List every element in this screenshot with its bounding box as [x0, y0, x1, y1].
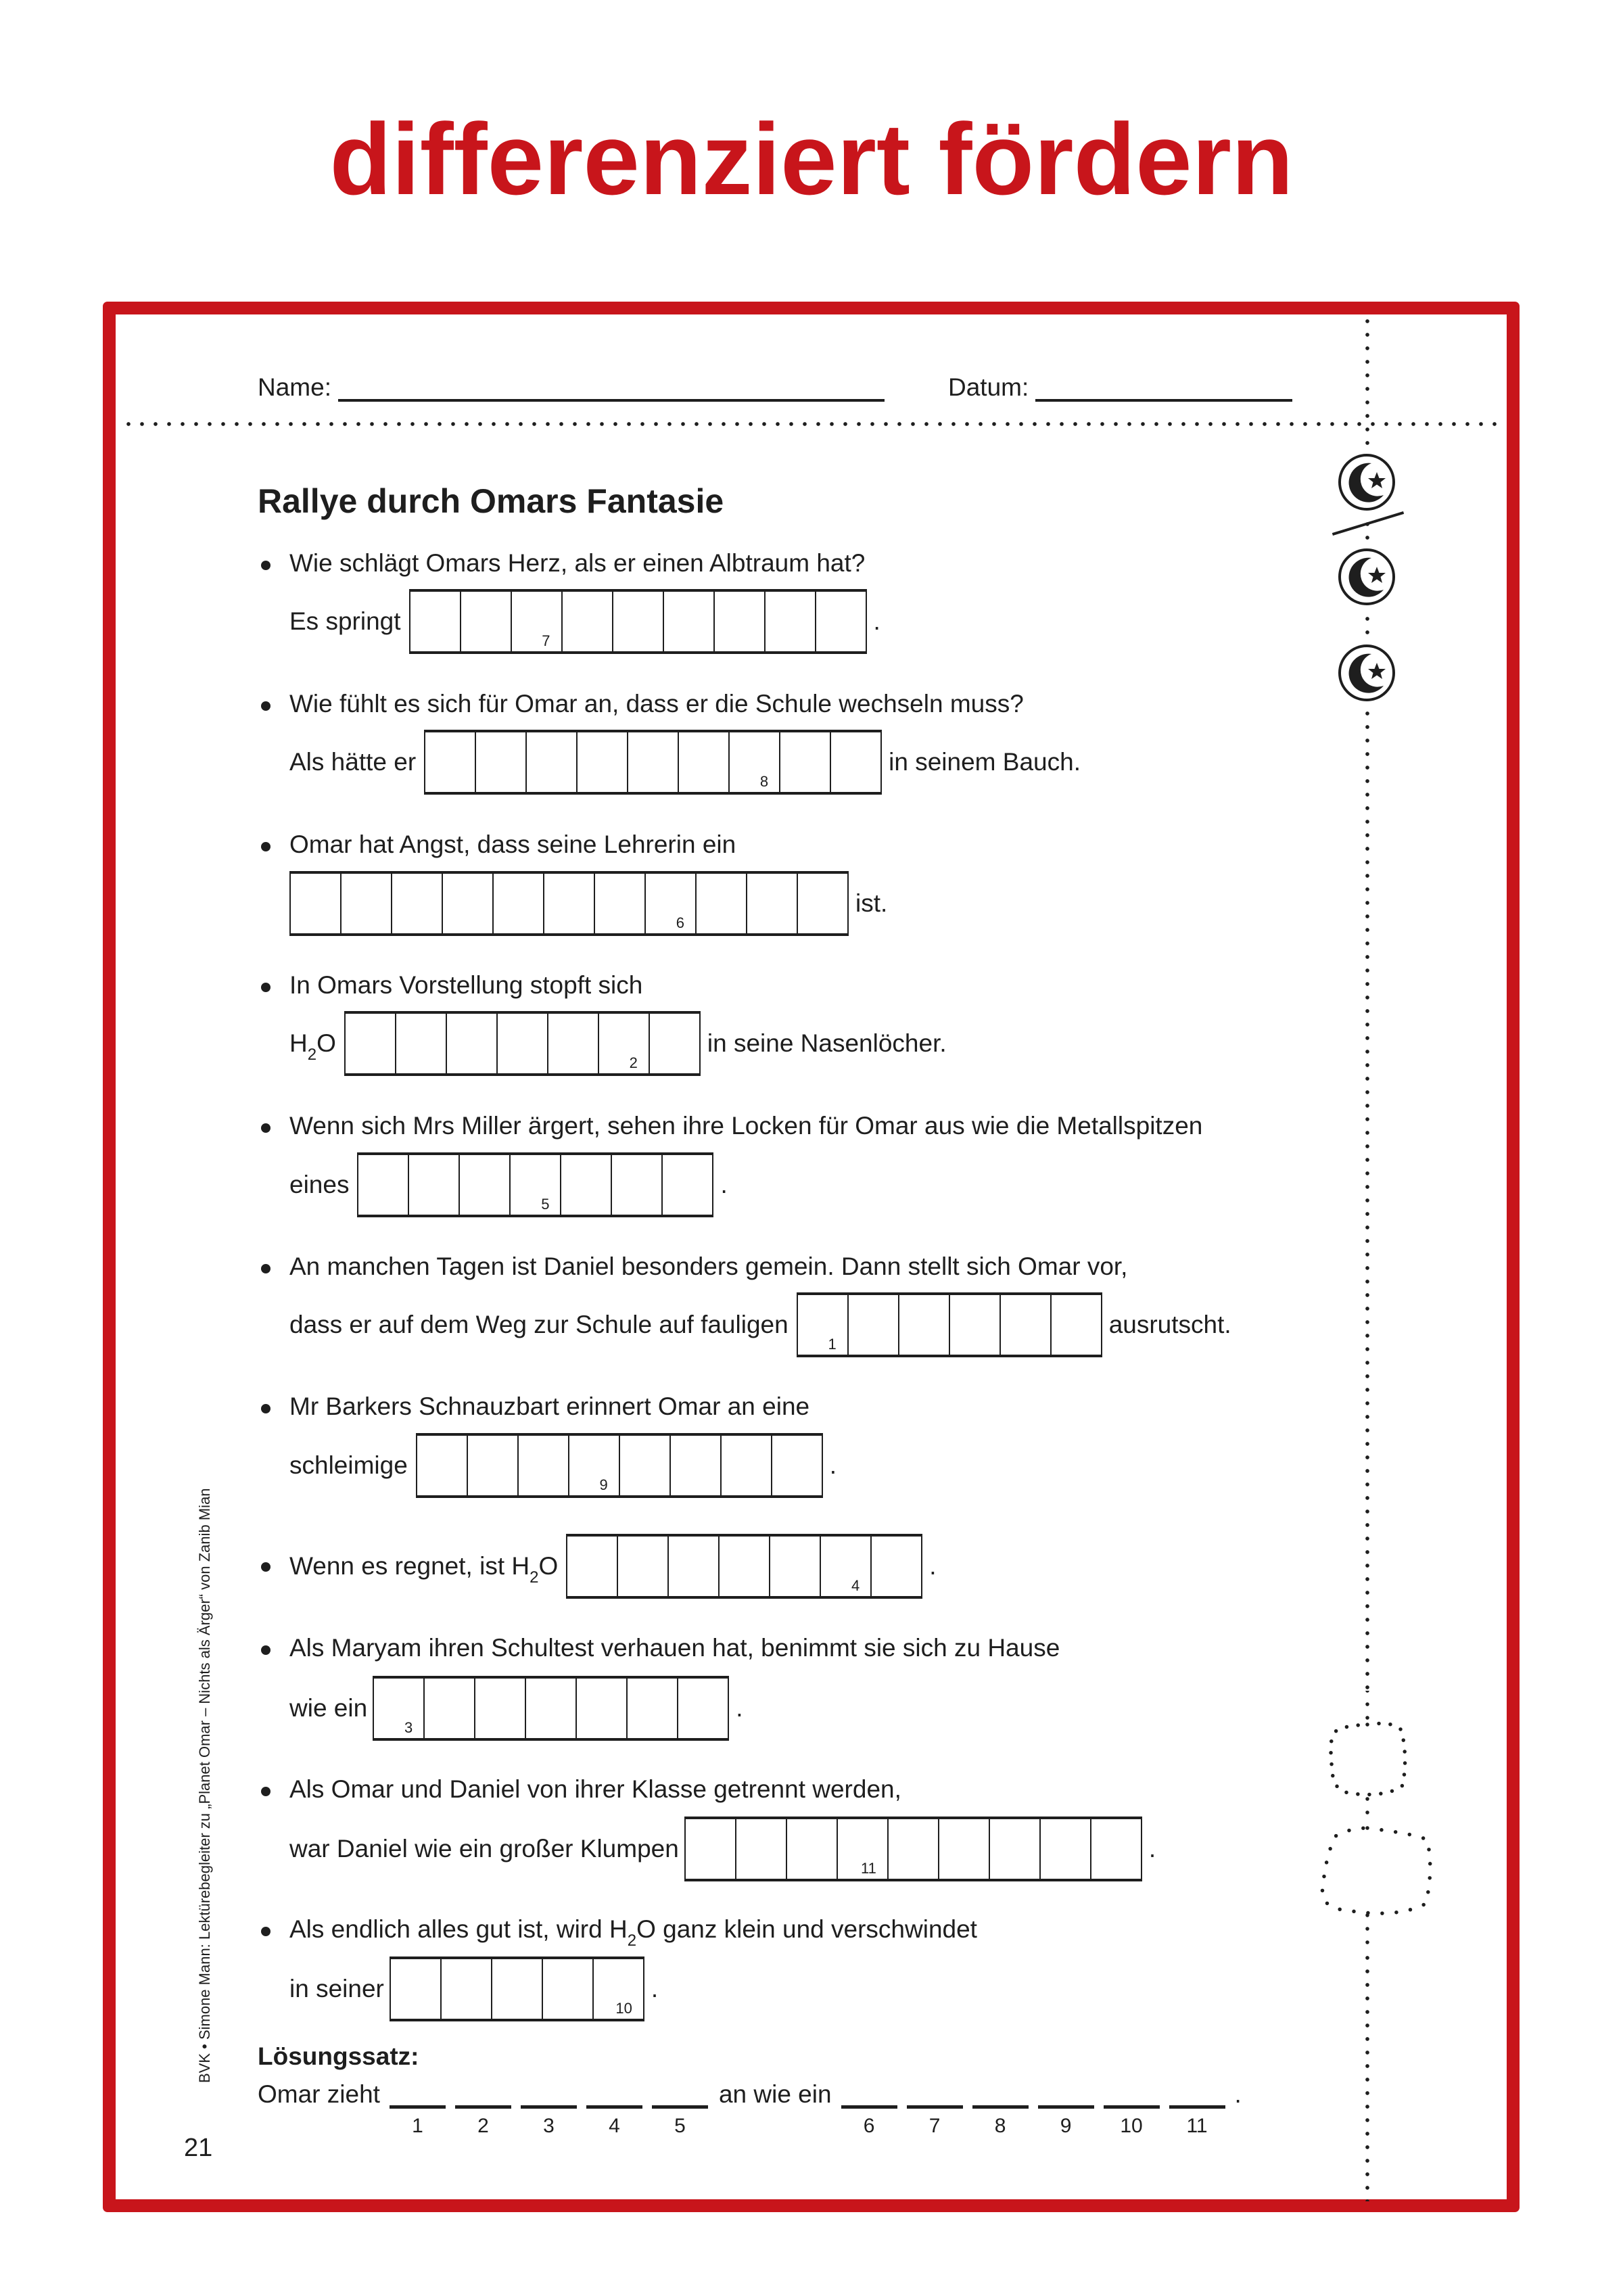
question-text: Als endlich alles gut ist, wird $H_2O$ ganz klein und verschwindet: [289, 1915, 977, 1950]
date-field[interactable]: [948, 373, 1292, 402]
letter-box[interactable]: [618, 1537, 669, 1596]
answer-row-11: [289, 1957, 658, 2021]
answer-suffix: .: [720, 1171, 728, 1198]
letter-box[interactable]: [838, 1819, 889, 1879]
letter-box[interactable]: [577, 1679, 628, 1738]
answer-suffix: .: [1148, 1835, 1156, 1862]
letter-box[interactable]: [612, 1155, 663, 1215]
letter-box[interactable]: [527, 732, 578, 792]
solution-index-number: 1: [828, 1336, 837, 1353]
solution-suffix: .: [1234, 2080, 1242, 2108]
letter-box[interactable]: [563, 592, 613, 651]
letter-box[interactable]: [686, 1819, 736, 1879]
answer-row-1: [289, 589, 880, 654]
solution-index-number: 4: [851, 1577, 860, 1594]
letter-box[interactable]: [780, 732, 831, 792]
letter-box[interactable]: [595, 874, 646, 933]
letter-box[interactable]: [671, 1436, 722, 1495]
question-text: Wie schlägt Omars Herz, als er einen Albtraum hat?: [289, 549, 866, 577]
answer-prefix: dass er auf dem Weg zur Schule auf fauligen: [289, 1311, 789, 1338]
solution-blank[interactable]: [652, 2099, 708, 2137]
answer-suffix: .: [651, 1975, 659, 2002]
solution-sentence: [258, 2080, 1242, 2137]
question-text: An manchen Tagen ist Daniel besonders gemein. Dann stellt sich Omar vor,: [289, 1252, 1128, 1280]
letter-boxes[interactable]: [424, 730, 882, 795]
solution-blank-number: 5: [674, 2115, 686, 2137]
letter-box[interactable]: [374, 1679, 425, 1738]
answer-row-3: [289, 871, 887, 936]
letter-boxes[interactable]: [684, 1817, 1142, 1881]
letter-box[interactable]: [543, 1959, 594, 2019]
solution-blank[interactable]: [841, 2099, 897, 2137]
copyright-credit: BVK • Simone Mann: Lektürebegleiter zu „Planet Omar – Nichts als Ärger“ von Zanib Mian: [196, 1488, 213, 2083]
solution-index-number: 6: [676, 914, 684, 931]
letter-box[interactable]: [816, 592, 867, 651]
solution-prefix: Omar zieht: [258, 2080, 380, 2108]
letter-box[interactable]: [391, 1959, 442, 2019]
letter-box[interactable]: [526, 1679, 577, 1738]
solution-index-number: 9: [599, 1476, 608, 1493]
letter-box[interactable]: [442, 1959, 492, 2019]
name-label: Name:: [258, 373, 331, 401]
letter-box[interactable]: [1001, 1295, 1052, 1355]
letter-box[interactable]: [425, 732, 476, 792]
letter-box[interactable]: [291, 874, 342, 933]
letter-box[interactable]: [787, 1819, 838, 1879]
letter-box[interactable]: [511, 1155, 561, 1215]
letter-box[interactable]: [939, 1819, 990, 1879]
letter-box[interactable]: [425, 1679, 475, 1738]
solution-blank[interactable]: [1104, 2099, 1160, 2137]
letter-box[interactable]: [392, 874, 443, 933]
letter-box[interactable]: [628, 1679, 678, 1738]
solution-blank[interactable]: [455, 2099, 511, 2137]
answer-prefix: wie ein: [289, 1694, 368, 1722]
solution-index-number: 11: [860, 1860, 876, 1877]
letter-box[interactable]: [679, 732, 730, 792]
answer-row-9: [289, 1676, 743, 1741]
solution-blank[interactable]: [907, 2099, 963, 2137]
letter-box[interactable]: [358, 1155, 409, 1215]
letter-box[interactable]: [899, 1295, 950, 1355]
question-3: [258, 830, 736, 859]
letter-box[interactable]: [346, 1014, 396, 1073]
letter-box[interactable]: [519, 1436, 569, 1495]
answer-prefix: $H_2O$: [289, 1029, 336, 1064]
solution-index-number: 2: [629, 1054, 638, 1071]
letter-box[interactable]: [872, 1537, 922, 1596]
letter-box[interactable]: [447, 1014, 498, 1073]
letter-box[interactable]: [342, 874, 392, 933]
letter-box[interactable]: [650, 1014, 701, 1073]
solution-blank[interactable]: [1038, 2099, 1094, 2137]
question-7: [258, 1392, 809, 1421]
solution-blank-number: 9: [1060, 2115, 1072, 2137]
letter-box[interactable]: [646, 874, 697, 933]
crescent-star-icon: [1336, 642, 1397, 703]
letter-box[interactable]: [669, 1537, 720, 1596]
answer-row-7: [289, 1433, 837, 1498]
solution-blank[interactable]: [1169, 2099, 1225, 2137]
letter-box[interactable]: [720, 1537, 770, 1596]
letter-box[interactable]: [561, 1155, 612, 1215]
letter-box[interactable]: [475, 1679, 526, 1738]
letter-box[interactable]: [548, 1014, 599, 1073]
question-text: Mr Barkers Schnauzbart erinnert Omar an eine: [289, 1392, 810, 1420]
question-11: [258, 1915, 977, 1950]
answer-suffix: .: [736, 1694, 743, 1722]
question-9: [258, 1634, 1060, 1662]
letter-boxes[interactable]: [344, 1011, 701, 1076]
letter-box[interactable]: [747, 874, 798, 933]
horizontal-dotted-cut-line: [122, 422, 1501, 426]
letter-boxes[interactable]: [390, 1957, 644, 2021]
letter-box[interactable]: [461, 592, 512, 651]
letter-box[interactable]: [594, 1959, 644, 2019]
solution-blank-number: 7: [928, 2115, 941, 2137]
page-number: 21: [184, 2134, 213, 2162]
letter-box[interactable]: [410, 592, 461, 651]
date-input-line[interactable]: [1035, 379, 1292, 402]
letter-box[interactable]: [498, 1014, 548, 1073]
name-field[interactable]: [258, 373, 885, 402]
solution-blank-number: 8: [994, 2115, 1006, 2137]
solution-blank[interactable]: [390, 2099, 446, 2137]
name-input-line[interactable]: [338, 379, 885, 402]
letter-box[interactable]: [664, 592, 715, 651]
letter-box[interactable]: [821, 1537, 872, 1596]
letter-box[interactable]: [831, 732, 882, 792]
dotted-cutout-shapes: [1312, 1691, 1447, 1948]
letter-box[interactable]: [620, 1436, 671, 1495]
question-4: [258, 971, 642, 1000]
solution-blank-number: 1: [412, 2115, 423, 2137]
question-text: Wenn es regnet, ist $H_2O$: [289, 1552, 559, 1587]
letter-box[interactable]: [468, 1436, 519, 1495]
date-label: Datum:: [948, 373, 1029, 401]
answer-prefix: in seiner: [289, 1975, 384, 2002]
solution-blank[interactable]: [972, 2099, 1029, 2137]
letter-box[interactable]: [766, 592, 816, 651]
solution-index-number: 10: [615, 2000, 632, 2017]
letter-box[interactable]: [730, 732, 780, 792]
solution-blank-number: 4: [609, 2115, 620, 2137]
answer-suffix: .: [929, 1552, 937, 1580]
letter-box[interactable]: [512, 592, 563, 651]
answer-suffix: ausrutscht.: [1108, 1311, 1231, 1338]
solution-blanks-group-1: [390, 2099, 718, 2137]
letter-box[interactable]: [1052, 1295, 1102, 1355]
worksheet-heading: Rallye durch Omars Fantasie: [258, 482, 724, 520]
letter-box[interactable]: [715, 592, 766, 651]
letter-box[interactable]: [663, 1155, 713, 1215]
letter-box[interactable]: [409, 1155, 460, 1215]
question-5: [258, 1112, 1202, 1140]
solution-middle: an wie ein: [718, 2080, 832, 2108]
page-title: differenziert fördern: [329, 102, 1294, 216]
question-6: [258, 1252, 1127, 1281]
answer-suffix: in seine Nasenlöcher.: [707, 1029, 947, 1057]
letter-box[interactable]: [1091, 1819, 1142, 1879]
solution-blank-number: 2: [477, 2115, 489, 2137]
letter-boxes[interactable]: [566, 1534, 922, 1599]
letter-boxes[interactable]: [409, 589, 867, 654]
letter-box[interactable]: [678, 1679, 729, 1738]
letter-box[interactable]: [950, 1295, 1001, 1355]
solution-blank-number: 6: [863, 2115, 875, 2137]
question-2: [258, 690, 1024, 718]
letter-box[interactable]: [494, 874, 544, 933]
letter-box[interactable]: [722, 1436, 772, 1495]
letter-boxes[interactable]: [357, 1152, 713, 1217]
answer-prefix: war Daniel wie ein großer Klumpen: [289, 1835, 679, 1862]
letter-box[interactable]: [567, 1537, 618, 1596]
solution-blank-number: 11: [1186, 2115, 1208, 2137]
letter-box[interactable]: [578, 732, 628, 792]
letter-box[interactable]: [476, 732, 527, 792]
answer-row-6: [289, 1292, 1231, 1357]
answer-row-5: [289, 1152, 728, 1217]
answer-row-10: [289, 1817, 1156, 1881]
letter-box[interactable]: [569, 1436, 620, 1495]
letter-box[interactable]: [736, 1819, 787, 1879]
letter-box[interactable]: [697, 874, 747, 933]
question-text: Omar hat Angst, dass seine Lehrerin ein: [289, 830, 736, 858]
solution-blank-number: 3: [543, 2115, 555, 2137]
solution-index-number: 3: [404, 1719, 413, 1736]
solution-index-number: 5: [541, 1196, 550, 1213]
solution-blank[interactable]: [521, 2099, 577, 2137]
answer-suffix: in seinem Bauch.: [889, 748, 1081, 776]
answer-prefix: Es springt: [289, 607, 401, 635]
question-1: [258, 549, 865, 578]
letter-boxes[interactable]: [797, 1292, 1102, 1357]
letter-box[interactable]: [599, 1014, 650, 1073]
question-text: In Omars Vorstellung stopft sich: [289, 971, 643, 999]
letter-box[interactable]: [443, 874, 494, 933]
answer-prefix: eines: [289, 1171, 350, 1198]
solution-blanks-group-2: [841, 2099, 1235, 2137]
answer-row-2: [289, 730, 1081, 795]
question-text: Wie fühlt es sich für Omar an, dass er die Schule wechseln muss?: [289, 690, 1024, 718]
letter-box[interactable]: [544, 874, 595, 933]
bullet-icon: [258, 1553, 289, 1580]
letter-box[interactable]: [460, 1155, 511, 1215]
question-text: Als Maryam ihren Schultest verhauen hat, benimmt sie sich zu Hause: [289, 1634, 1060, 1662]
letter-box[interactable]: [770, 1537, 821, 1596]
letter-box[interactable]: [798, 874, 849, 933]
solution-blank-number: 10: [1120, 2115, 1143, 2137]
answer-suffix: .: [873, 607, 880, 635]
solution-blank[interactable]: [586, 2099, 642, 2137]
answer-prefix: Als hätte er: [289, 748, 417, 776]
answer-row-8: [258, 1534, 937, 1599]
letter-boxes[interactable]: [373, 1676, 729, 1741]
letter-box[interactable]: [613, 592, 664, 651]
answer-prefix: schleimige: [289, 1451, 408, 1479]
letter-box[interactable]: [772, 1436, 823, 1495]
solution-heading: Lösungssatz:: [258, 2042, 419, 2070]
letter-boxes[interactable]: [289, 871, 849, 936]
solution-index-number: 8: [759, 773, 769, 790]
question-10: [258, 1775, 901, 1804]
letter-box[interactable]: [990, 1819, 1041, 1879]
solution-index-number: 7: [542, 632, 550, 649]
letter-box[interactable]: [849, 1295, 899, 1355]
question-text: Als Omar und Daniel von ihrer Klasse getrennt werden,: [289, 1775, 901, 1803]
letter-box[interactable]: [1041, 1819, 1091, 1879]
question-text: Wenn sich Mrs Miller ärgert, sehen ihre Locken für Omar aus wie die Metallspitzen: [289, 1112, 1203, 1140]
letter-box[interactable]: [396, 1014, 447, 1073]
crescent-star-icon: [1336, 452, 1397, 513]
answer-row-4: [289, 1011, 947, 1076]
crescent-star-icon: [1336, 546, 1397, 607]
letter-box[interactable]: [417, 1436, 468, 1495]
letter-boxes[interactable]: [416, 1433, 823, 1498]
answer-suffix: .: [829, 1451, 837, 1479]
letter-box[interactable]: [798, 1295, 849, 1355]
letter-box[interactable]: [492, 1959, 543, 2019]
letter-box[interactable]: [889, 1819, 939, 1879]
answer-suffix: ist.: [855, 889, 888, 917]
letter-box[interactable]: [628, 732, 679, 792]
